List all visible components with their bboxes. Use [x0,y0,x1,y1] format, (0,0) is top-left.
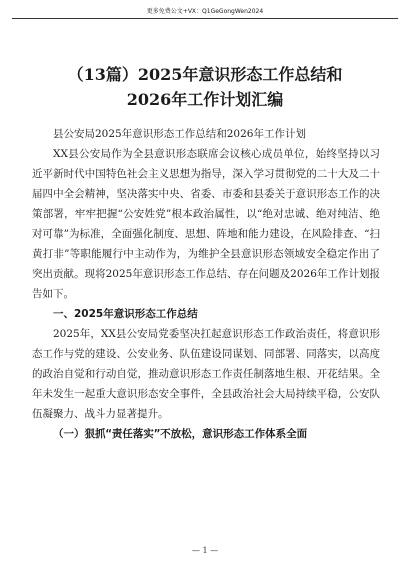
page-number: — 1 — [191,546,219,555]
header-divider [12,18,398,19]
lead-title: 县公安局2025年意识形态工作总结和2026年工作计划 [53,128,306,140]
document-title [20,62,390,112]
title-line-2: 2026年工作计划汇编 [126,90,284,109]
title-line-1: （13篇）2025年意识形态工作总结和 [67,65,343,84]
section-heading: 一、2025年意识形态工作总结 [53,308,198,320]
subsection-heading: （一）狠抓“责任落实”不放松，意识形态工作体系全面 [53,428,308,440]
section-paragraph: 2025年，XX县公安局党委坚决扛起意识形态工作政治责任，将意识形态工作与党的建设、公安业务、队伍建设同谋划、同部署、同落实，以高度的政治自觉和行动自觉，推动意识形态工作责任制落地生根、开花结果。全年未发生一起重大意识形态安全事件，全县政治社会大局持续平稳，公安队伍凝聚力、战斗力显著提升。 [32,328,380,420]
header-note: 更多免费公文+VX：Q1GeGongWen2024 [146,8,264,15]
document-body [32,124,380,444]
intro-paragraph: XX县公安局作为全县意识形态联席会议核心成员单位，始终坚持以习近平新时代中国特色社会主义思想为指导，深入学习贯彻党的二十大及二十届四中全会精神，坚决落实中央、省委、市委和县委关于意识形态工作的决策部署，牢牢把握“公安姓党”根本政治属性，以“绝对忠诚、绝对纯洁、绝对可靠”为标准，全面强化制度、思想、阵地和能力建设，在风险排查、“扫黄打非”等职能履行中主动作为，为维护全县意识形态领域安全稳定作出了突出贡献。现将2025年意识形态工作总结、存在问题及2026年工作计划报告如下。 [32,148,380,300]
